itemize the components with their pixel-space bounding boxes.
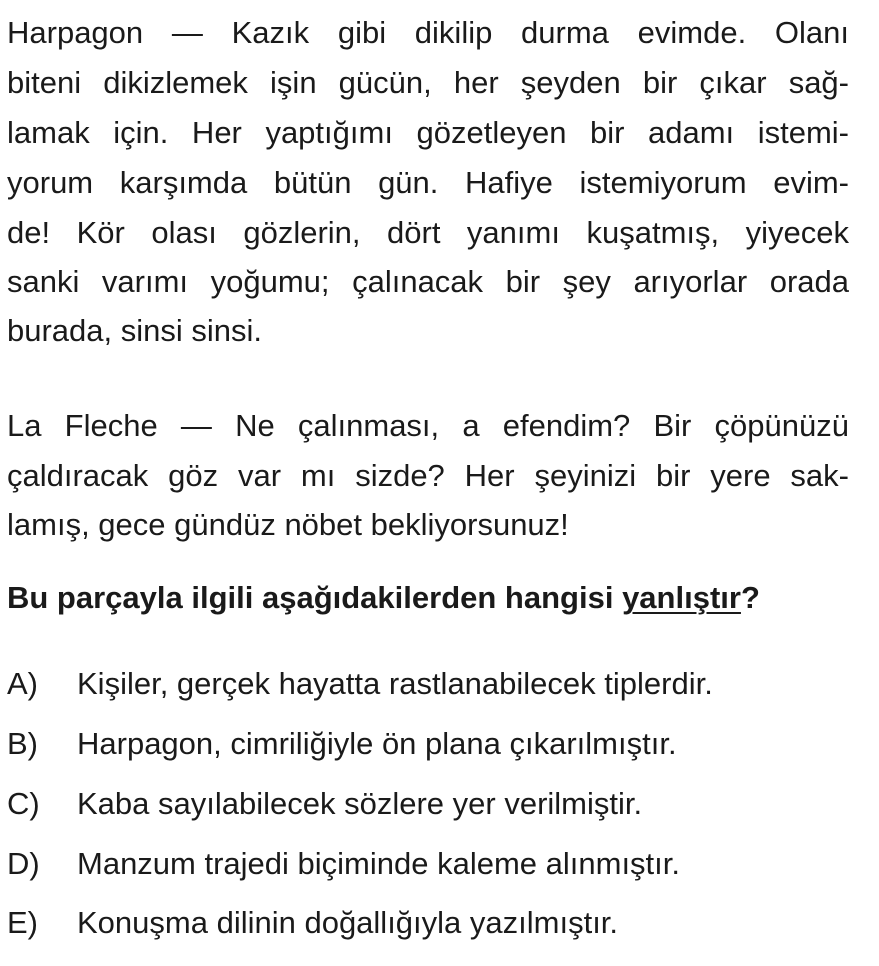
passage-line: lamak için. Her yaptığımı gözetleyen bir adamı istemi- [7, 115, 849, 150]
question-suffix: ? [740, 580, 760, 615]
passage-line: sanki varımı yoğumu; çalınacak bir şey arıyorlar orada [7, 264, 849, 299]
option-letter: E) [7, 905, 38, 940]
option-text: Manzum trajedi biçiminde kaleme alınmıştır. [77, 846, 681, 881]
option-text: Kaba sayılabilecek sözlere yer verilmiştir. [77, 786, 643, 821]
option-c[interactable] [7, 788, 642, 819]
option-d[interactable] [7, 848, 680, 879]
option-e[interactable] [7, 907, 618, 938]
option-b[interactable] [7, 728, 677, 759]
passage-line: yorum karşımda bütün gün. Hafiye istemiyorum evim- [7, 165, 849, 200]
option-text: Harpagon, cimriliğiyle ön plana çıkarılmıştır. [77, 726, 677, 761]
question-underlined-word: yanlıştır [622, 580, 741, 615]
passage-line: lamış, gece gündüz nöbet bekliyorsunuz! [7, 507, 569, 542]
question-prefix: Bu parçayla ilgili aşağıdakilerden hangisi [7, 580, 623, 615]
option-text: Konuşma dilinin doğallığıyla yazılmıştır. [77, 905, 619, 940]
option-a[interactable] [7, 668, 713, 699]
passage-line: de! Kör olası gözlerin, dört yanımı kuşatmış, yiyecek [7, 215, 849, 250]
option-letter: C) [7, 786, 40, 821]
option-letter: A) [7, 666, 38, 701]
passage-line: Harpagon — Kazık gibi dikilip durma evimde. Olanı [7, 15, 849, 50]
passage-line: çaldıracak göz var mı sizde? Her şeyinizi bir yere sak- [7, 458, 849, 493]
option-letter: D) [7, 846, 40, 881]
option-text: Kişiler, gerçek hayatta rastlanabilecek tiplerdir. [77, 666, 713, 701]
passage-line: burada, sinsi sinsi. [7, 313, 263, 348]
passage-line: biteni dikizlemek işin gücün, her şeyden bir çıkar sağ- [7, 65, 849, 100]
question-stem [7, 582, 867, 613]
option-letter: B) [7, 726, 38, 761]
passage-line: La Fleche — Ne çalınması, a efendim? Bir çöpünüzü [7, 408, 849, 443]
